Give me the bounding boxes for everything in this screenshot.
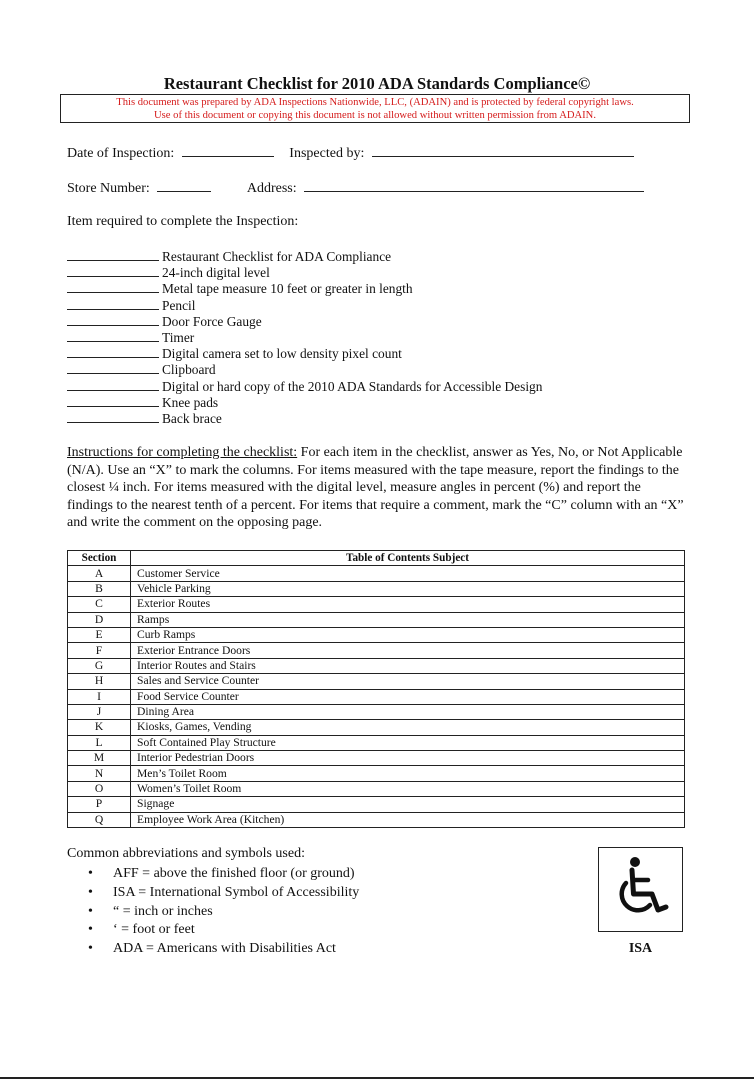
- table-row: [68, 566, 685, 581]
- required-item: [67, 394, 542, 410]
- toc-subject: Sales and Service Counter: [131, 674, 685, 689]
- required-item: [67, 410, 542, 426]
- page-title: Restaurant Checklist for 2010 ADA Standards Compliance©: [163, 74, 591, 93]
- toc-subject: Soft Contained Play Structure: [131, 735, 685, 750]
- list-item: [88, 920, 359, 939]
- required-item-label: 24-inch digital level: [162, 265, 270, 281]
- toc-section-letter: J: [68, 704, 131, 719]
- list-item: [88, 902, 359, 921]
- copyright-notice: [60, 94, 690, 123]
- copyright-notice-line-1: This document was prepared by ADA Inspections Nationwide, LLC, (ADAIN) and is protected by federal copyright laws.: [116, 97, 634, 108]
- date-of-inspection-label: Date of Inspection:: [67, 146, 175, 161]
- inspection-date-row: [67, 143, 634, 162]
- toc-section-letter: L: [68, 735, 131, 750]
- toc-subject: Men’s Toilet Room: [131, 766, 685, 781]
- toc-section-letter: C: [68, 597, 131, 612]
- item-check-line[interactable]: [67, 313, 159, 326]
- table-row: [68, 704, 685, 719]
- bullet-icon: •: [88, 941, 93, 957]
- table-row: [68, 781, 685, 796]
- required-item: [67, 329, 542, 345]
- bullet-icon: •: [88, 903, 93, 919]
- bullet-icon: •: [88, 884, 93, 900]
- bullet-icon: •: [88, 922, 93, 938]
- table-row: [68, 812, 685, 827]
- required-item-label: Clipboard: [162, 362, 216, 378]
- instructions-paragraph: [67, 444, 687, 532]
- table-row: [68, 689, 685, 704]
- table-row: [68, 597, 685, 612]
- toc-subject: Ramps: [131, 612, 685, 627]
- required-item: [67, 264, 542, 280]
- abbreviation-text: ‘ = foot or feet: [113, 922, 195, 938]
- instructions-lead: Instructions for completing the checklist:: [67, 445, 298, 460]
- toc-section-letter: B: [68, 581, 131, 596]
- required-item-label: Knee pads: [162, 394, 219, 410]
- toc-section-letter: E: [68, 627, 131, 642]
- required-item-label: Pencil: [162, 297, 196, 313]
- abbreviation-text: ADA = Americans with Disabilities Act: [113, 941, 336, 957]
- bottom-rule: [0, 1077, 754, 1079]
- table-of-contents: [67, 550, 685, 828]
- toc-header-row: [68, 551, 685, 566]
- table-row: [68, 735, 685, 750]
- toc-subject: Kiosks, Games, Vending: [131, 720, 685, 735]
- item-check-line[interactable]: [67, 378, 159, 391]
- table-row: [68, 581, 685, 596]
- table-row: [68, 797, 685, 812]
- item-check-line[interactable]: [67, 264, 159, 277]
- required-item-label: Digital camera set to low density pixel count: [162, 346, 402, 362]
- item-check-line[interactable]: [67, 280, 159, 293]
- toc-section-letter: N: [68, 766, 131, 781]
- toc-subject: Dining Area: [131, 704, 685, 719]
- table-row: [68, 612, 685, 627]
- toc-subject: Vehicle Parking: [131, 581, 685, 596]
- abbreviations-list: [88, 864, 359, 958]
- toc-subject: Interior Pedestrian Doors: [131, 751, 685, 766]
- toc-subject: Exterior Routes: [131, 597, 685, 612]
- table-row: [68, 766, 685, 781]
- table-row: [68, 674, 685, 689]
- item-check-line[interactable]: [67, 361, 159, 374]
- required-item-label: Digital or hard copy of the 2010 ADA Standards for Accessible Design: [162, 378, 543, 394]
- required-item: [67, 280, 542, 296]
- toc-section-letter: P: [68, 797, 131, 812]
- toc-subject: Employee Work Area (Kitchen): [131, 812, 685, 827]
- toc-header-subject: Table of Contents Subject: [131, 551, 685, 566]
- store-number-label: Store Number:: [67, 181, 150, 196]
- list-item: [88, 939, 359, 958]
- required-item-label: Timer: [162, 329, 195, 345]
- abbreviations-heading: Common abbreviations and symbols used:: [67, 846, 305, 861]
- date-of-inspection-field[interactable]: [182, 143, 274, 157]
- required-item: [67, 361, 542, 377]
- toc-section-letter: H: [68, 674, 131, 689]
- required-item-label: Back brace: [162, 410, 222, 426]
- instructions-body: For each item in the checklist, answer as Yes, No, or Not Applicable (N/A). Use an “X” to mark the columns. For items measured with the tape measure, report the findings to the closest ¼ inch. For items measured with the digital level, measure angles in percent (%) and report the findings to the nearest tenth of a percent. For items that require a comment, mark the “C” column with an “X” and write the comment on the opposing page.: [67, 445, 684, 531]
- toc-section-letter: O: [68, 781, 131, 796]
- toc-subject: Signage: [131, 797, 685, 812]
- bullet-icon: •: [88, 866, 93, 881]
- toc-section-letter: I: [68, 689, 131, 704]
- table-row: [68, 643, 685, 658]
- toc-subject: Food Service Counter: [131, 689, 685, 704]
- required-item: [67, 297, 542, 313]
- isa-label: ISA: [628, 941, 653, 956]
- abbreviation-text: “ = inch or inches: [113, 903, 213, 919]
- item-check-line[interactable]: [67, 329, 159, 342]
- required-item-label: Metal tape measure 10 feet or greater in length: [162, 281, 413, 297]
- abbreviation-text: ISA = International Symbol of Accessibility: [113, 884, 360, 900]
- item-check-line[interactable]: [67, 394, 159, 407]
- wheelchair-icon: [599, 848, 682, 931]
- list-item: [88, 883, 359, 902]
- required-item: [67, 378, 542, 394]
- list-item: [88, 864, 359, 883]
- required-items-list: [67, 248, 542, 426]
- address-label: Address:: [246, 181, 297, 196]
- required-item: [67, 248, 542, 264]
- toc-section-letter: D: [68, 612, 131, 627]
- toc-subject: Exterior Entrance Doors: [131, 643, 685, 658]
- item-check-line[interactable]: [67, 410, 159, 423]
- required-item-label: Door Force Gauge: [162, 313, 262, 329]
- items-heading: Item required to complete the Inspection:: [67, 214, 299, 229]
- toc-subject: Interior Routes and Stairs: [131, 658, 685, 673]
- toc-subject: Women’s Toilet Room: [131, 781, 685, 796]
- toc-section-letter: K: [68, 720, 131, 735]
- table-row: [68, 658, 685, 673]
- inspected-by-field[interactable]: [372, 143, 634, 157]
- toc-section-letter: G: [68, 658, 131, 673]
- table-row: [68, 720, 685, 735]
- inspected-by-label: Inspected by:: [289, 146, 365, 161]
- table-row: [68, 751, 685, 766]
- item-check-line[interactable]: [67, 297, 159, 310]
- copyright-notice-line-2: Use of this document or copying this document is not allowed without written permission from ADAIN.: [154, 110, 596, 121]
- store-number-field[interactable]: [157, 178, 211, 192]
- required-item: [67, 313, 542, 329]
- item-check-line[interactable]: [67, 345, 159, 358]
- toc-section-letter: A: [68, 566, 131, 581]
- required-item-label: Restaurant Checklist for ADA Compliance: [162, 249, 392, 264]
- address-field[interactable]: [304, 178, 644, 192]
- required-item: [67, 345, 542, 361]
- item-check-line[interactable]: [67, 248, 159, 261]
- toc-section-letter: M: [68, 751, 131, 766]
- toc-header-section: Section: [68, 551, 131, 566]
- toc-section-letter: Q: [68, 812, 131, 827]
- toc-subject: Customer Service: [131, 566, 685, 581]
- store-address-row: [67, 178, 644, 197]
- toc-section-letter: F: [68, 643, 131, 658]
- isa-symbol-box: [598, 847, 683, 932]
- toc-subject: Curb Ramps: [131, 627, 685, 642]
- abbreviation-text: AFF = above the finished floor (or ground): [113, 866, 355, 881]
- table-row: [68, 627, 685, 642]
